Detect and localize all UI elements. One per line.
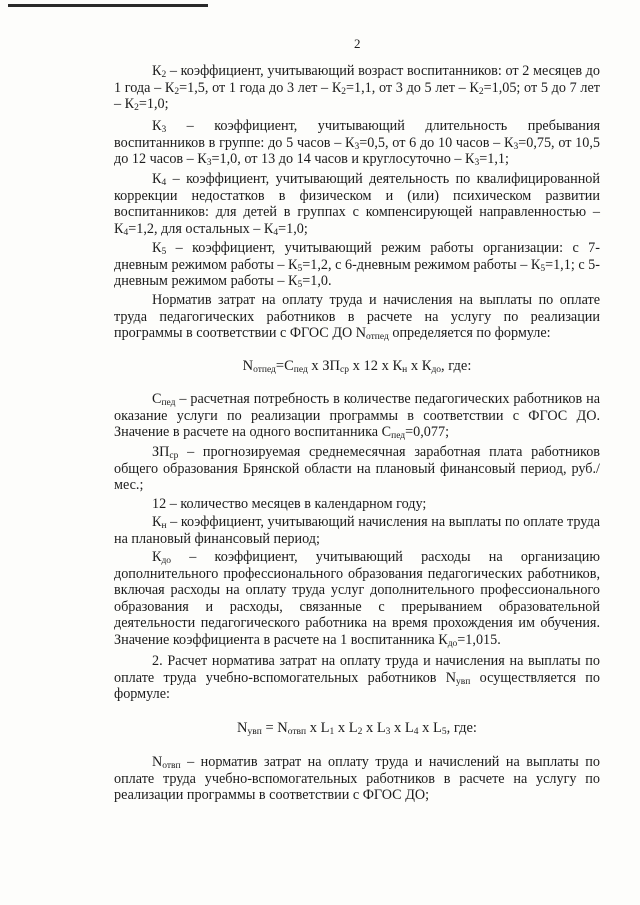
top-edge-mark <box>8 4 208 7</box>
page-number: 2 <box>354 36 361 51</box>
zp-sr-definition: $ЗП_{ср}$ – прогнозируемая среднемесячная заработная плата работников общего образования Брянской области на плановый финансовый период, руб./мес.; <box>114 444 600 494</box>
k-n-definition: $К_н$ – коэффициент, учитывающий начисления на выплаты по оплате труда на плановый финансовый период; <box>114 514 600 547</box>
section-2-paragraph: 2. Расчет норматива затрат на оплату труда и начисления на выплаты по оплате труда учебно-вспомогательных работников $N_{увп}$ осуществляется по формуле: <box>114 653 600 703</box>
k-do-definition: $К_{до}$ – коэффициент, учитывающий расходы на организацию дополнительного профессионального образования педагогических работников, включая расходы на оплату труда услуг дополнительного профессионального образования и расходы, связанные с прерыванием образовательной деятельности педагогического работника на время прохождения им обучения. Значение коэффициента в расчете на 1 воспитанника $К_{до}=1,015$. <box>114 549 600 649</box>
coef-k3-paragraph: $К_3$ – коэффициент, учитывающий длительность пребывания воспитанников в группе: до 5 часов – $К_3=0,5$, от 6 до 10 часов – $К_3=0,75$, от 10,5 до 12 часов – $К_3=1,0$, от 13 до 14 часов и круглосуточно – $К_3=1,1$; <box>114 118 600 169</box>
c-ped-definition: $С_{пед}$ – расчетная потребность в количестве педагогических работников на оказание услуги по реализации программы в соответствии с ФГОС ДО. Значение в расчете на одного воспитанника $С_{пед}=0,077$; <box>114 391 600 442</box>
coef-k4-paragraph: $К_4$ – коэффициент, учитывающий деятельность по квалифицированной коррекции недостатков в физическом и (или) психическом развитии воспитанников: для детей в группах с компенсирующей направленностью – $К_4=1,2$, для остальных – $К_4=1,0$; <box>114 171 600 238</box>
coef-k5-paragraph: $К_5$ – коэффициент, учитывающий режим работы организации: с 7-дневным режимом работы – $К_5=1,2$, с 6-дневным режимом работы – $К_5=1,1$; с 5-дневным режимом работы – $К_5=1,0$. <box>114 240 600 291</box>
n-otvp-definition: $N_{отвп}$ – норматив затрат на оплату труда и начислений на выплаты по оплате труда учебно-вспомогательных работников в расчете на услугу по реализации программы в соответствии с ФГОС ДО; <box>114 754 600 804</box>
formula-n-uvp: $N_{увп} = N_{отвп}$ х $L_1$ х $L_2$ х $L_3$ х $L_4$ х $L_5$, где: <box>237 720 477 737</box>
norm-intro-paragraph: Норматив затрат на оплату труда и начисления на выплаты по оплате труда педагогических работников в расчете на услугу по реализации программы в соответствии с ФГОС ДО $N_{отпед}$ определяется по формуле: <box>114 292 600 343</box>
months-definition: 12 – количество месяцев в календарном году; <box>152 496 427 512</box>
formula-n-otped: $N_{отпед}=С_{пед}$ х $ЗП_{ср}$ х 12 х $К_н$ х $К_{до}$, где: <box>242 358 472 375</box>
coef-k2-paragraph: $К_2$ – коэффициент, учитывающий возраст воспитанников: от 2 месяцев до 1 года – $К_2=1,5$, от 1 года до 3 лет – $К_2=1,1$, от 3 до 5 лет – $К_2=1,05$; от 5 до 7 лет – $К_2=1,0$; <box>114 63 600 114</box>
